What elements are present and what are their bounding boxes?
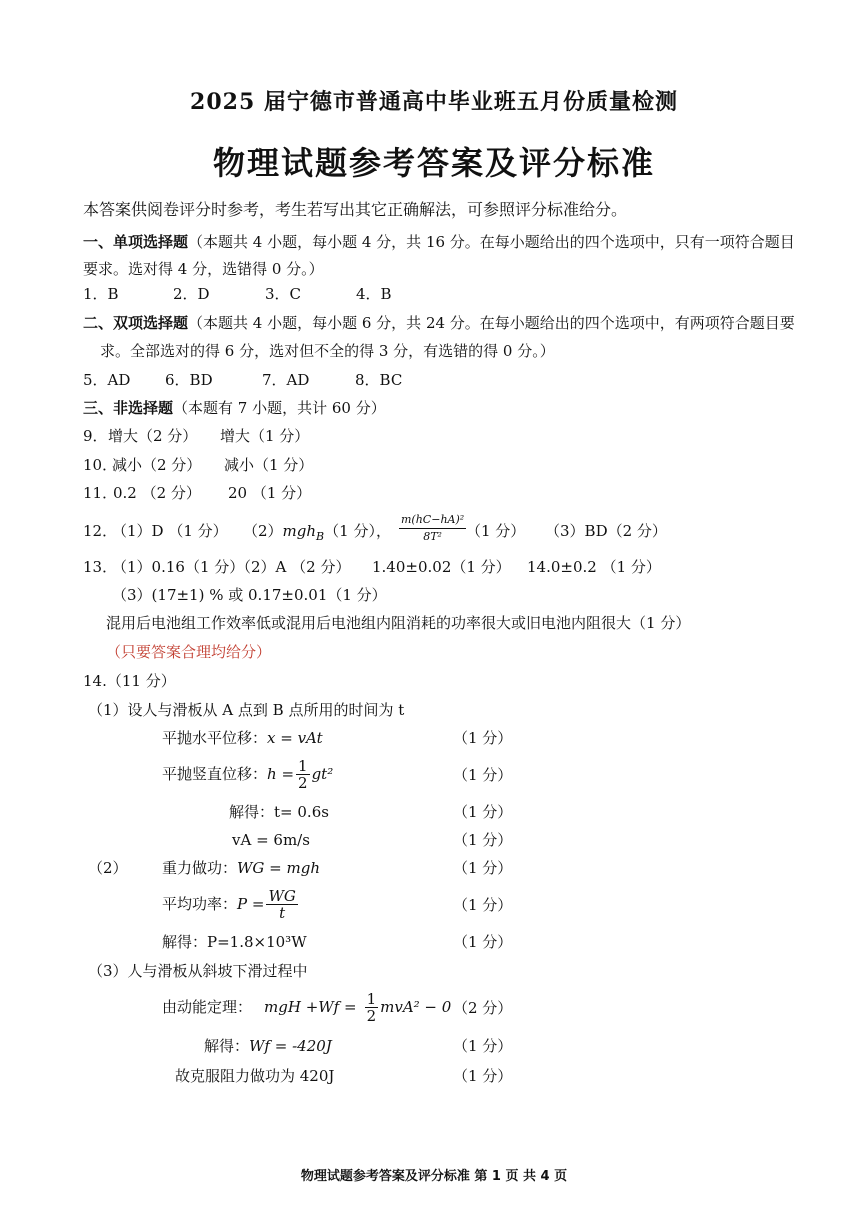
q14-line1-label: 平抛水平位移：	[162, 729, 268, 747]
intro-text: 本答案供阅卷评分时参考，考生若写出其它正确解法，可参照评分标准给分。	[83, 200, 628, 219]
q14-line8-score: （2 分）	[453, 999, 513, 1017]
q14-line3	[229, 802, 329, 822]
q13-part3: 1.40±0.02（1 分）	[372, 558, 511, 576]
q12-part2-label: （2）	[243, 522, 283, 540]
q12-part3: （3）BD（2 分）	[545, 522, 667, 540]
q9-answer-a: 增大（2 分）	[108, 427, 198, 445]
q13-note: （只要答案合理均给分）	[106, 643, 272, 661]
q14-line2	[162, 752, 333, 796]
section1-answer-1: 1．B	[83, 285, 119, 303]
q14-line9	[204, 1036, 332, 1056]
q14-line6-numerator: WG	[268, 886, 296, 905]
section2-answer-6: 6．BD	[165, 371, 213, 389]
q14-line5-expr: WG = mgh	[237, 859, 321, 877]
q14-line6-lhs: P =	[237, 895, 265, 913]
q14-line6-denominator: t	[279, 903, 286, 922]
q14-line7-score: （1 分）	[453, 933, 513, 951]
exam-title: 2025 届宁德市普通高中毕业班五月份质量检测	[190, 89, 678, 115]
q14-line8-lhs: mgH +Wf =	[264, 998, 357, 1016]
q14-line2-label: 平抛竖直位移：	[162, 765, 268, 783]
q14-line2-numerator: 1	[298, 756, 308, 775]
section1-answer-4: 4．B	[356, 285, 392, 303]
section2-desc1: （本题共 4 小题，每小题 6 分，共 24 分。在每小题给出的四个选项中，有两项符合题目要	[188, 314, 795, 332]
q14-line2-denominator: 2	[298, 773, 308, 792]
q13-part5: （3）(17±1) % 或 0.17±0.01（1 分）	[112, 586, 387, 604]
q13-part1: （1）0.16（1 分）	[112, 558, 245, 576]
section1-desc1: （本题共 4 小题，每小题 4 分，共 16 分。在每小题给出的四个选项中，只有一项符合题目	[188, 233, 795, 251]
q12-fraction-numerator: m(hC−hA)²	[399, 512, 466, 529]
q11-number: 11．	[83, 484, 118, 502]
document-title: 物理试题参考答案及评分标准	[212, 144, 655, 182]
q11-answer-a: 0.2 （2 分）	[113, 484, 201, 502]
section2-answer-8: 8．BC	[355, 371, 403, 389]
q9-number: 9．	[83, 427, 108, 445]
q14-line8	[162, 985, 451, 1029]
q14-line8-numerator: 1	[366, 989, 377, 1008]
section1-line1	[83, 232, 795, 252]
q14-line8-rhs: mvA² − 0	[380, 998, 452, 1016]
q14-part3: （3）人与滑板从斜坡下滑过程中	[88, 962, 308, 980]
q12-part2-score: （1 分），	[324, 522, 391, 540]
q13-part6: 混用后电池组工作效率低或混用后电池组内阻消耗的功率很大或旧电池内阻很大（1 分）	[106, 614, 691, 632]
q14-line2-rhs: gt²	[311, 765, 334, 783]
q14-line7	[162, 932, 307, 952]
q14-line2-lhs: h =	[267, 765, 295, 783]
q14-line5-score: （1 分）	[453, 859, 513, 877]
q12-part2-sub: B	[316, 530, 325, 543]
q10-answer-b: 减小（1 分）	[224, 456, 314, 474]
q14-line5-label: 重力做功：	[162, 859, 238, 877]
q14-line1-expr: x = vAt	[267, 729, 323, 747]
q14-part2: （2）	[88, 859, 128, 877]
q14-line8-label: 由动能定理：	[162, 998, 253, 1016]
q14-line9-score: （1 分）	[453, 1037, 513, 1055]
q14-line10-text: 故克服阻力做功为 420J	[175, 1067, 335, 1085]
q14-line2-score: （1 分）	[453, 766, 513, 784]
section2-answer-7: 7．AD	[262, 371, 310, 389]
page-footer: 物理试题参考答案及评分标准 第 1 页 共 4 页	[300, 1169, 568, 1184]
q12-part2	[243, 521, 391, 547]
q14-line3-label: 解得：	[229, 803, 275, 821]
q12-part1: （1）D （1 分）	[112, 522, 228, 540]
section1-desc2: 要求。选对得 4 分，选错得 0 分。）	[83, 260, 324, 278]
q12-fraction-denominator: 8T²	[423, 530, 442, 543]
q14-line3-expr: t= 0.6s	[274, 803, 329, 821]
q13-part4: 14.0±0.2 （1 分）	[527, 558, 661, 576]
q14-part1: （1）设人与滑板从 A 点到 B 点所用的时间为 t	[88, 701, 405, 719]
section1-heading: 一、单项选择题	[83, 233, 189, 251]
q14-line10-score: （1 分）	[453, 1067, 513, 1085]
q14-line7-expr: P=1.8×10³W	[207, 933, 307, 951]
q14-line1-score: （1 分）	[453, 729, 513, 747]
q11-answer-b: 20 （1 分）	[228, 484, 312, 502]
q14-line4-score: （1 分）	[453, 831, 513, 849]
q14-line4-expr: vA = 6m/s	[232, 831, 310, 849]
q12-number: 12．	[83, 522, 118, 540]
q14-line6	[162, 882, 300, 926]
section1-answer-3: 3．C	[265, 285, 302, 303]
q13-part2: （2）A （2 分）	[236, 558, 351, 576]
section3-heading: 三、非选择题	[83, 399, 174, 417]
q14-line6-score: （1 分）	[453, 896, 513, 914]
q14-line5	[162, 858, 320, 878]
q14-line7-label: 解得：	[162, 933, 208, 951]
q10-number: 10．	[83, 456, 118, 474]
q9-answer-b: 增大（1 分）	[220, 427, 310, 445]
section2-heading: 二、双项选择题	[83, 314, 189, 332]
section2-line1	[83, 313, 795, 333]
q14-line6-label: 平均功率：	[162, 895, 238, 913]
q14-line9-label: 解得：	[204, 1037, 250, 1055]
q12-part2-expr: mgh	[282, 522, 317, 540]
q14-title: 14.（11 分）	[83, 672, 176, 690]
section3-desc: （本题有 7 小题，共计 60 分）	[173, 399, 386, 417]
q10-answer-a: 减小（2 分）	[112, 456, 202, 474]
section2-answer-5: 5．AD	[83, 371, 131, 389]
q14-line1	[162, 728, 323, 748]
q12-part2b-score: （1 分）	[466, 522, 526, 540]
q14-line3-score: （1 分）	[453, 803, 513, 821]
section3-line	[83, 398, 386, 418]
q12-fraction	[397, 512, 468, 545]
q14-line8-denominator: 2	[366, 1006, 377, 1025]
section2-desc2: 求。全部选对的得 6 分，选对但不全的得 3 分，有选错的得 0 分。）	[100, 342, 555, 360]
q14-line9-expr: Wf = -420J	[249, 1037, 332, 1055]
section1-answer-2: 2．D	[173, 285, 210, 303]
q13-number: 13．	[83, 558, 118, 576]
